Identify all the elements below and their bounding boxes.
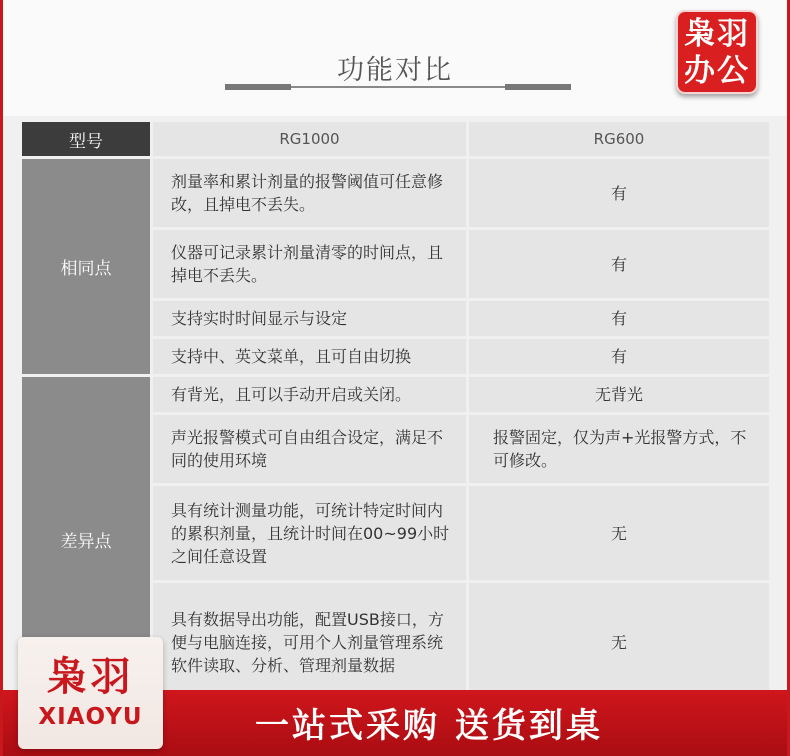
rg600-cell: 无 [469, 583, 769, 701]
model-header-rg600: RG600 [469, 122, 769, 156]
feature-cell: 有背光，且可以手动开启或关闭。 [153, 377, 469, 412]
brand-logo-top [676, 10, 758, 94]
footer-slogan: 一站式采购 送货到桌 [255, 706, 603, 746]
feature-cell: 支持实时时间显示与设定 [153, 301, 469, 336]
table-row [22, 159, 769, 227]
feature-cell: 仪器可记录累计剂量清零的时间点，且掉电不丢失。 [153, 230, 469, 298]
corner-header: 型号 [22, 122, 153, 156]
group-label-diff: 差异点 [22, 377, 153, 701]
rg600-cell: 有 [469, 159, 769, 227]
model-header-rg1000: RG1000 [153, 122, 469, 156]
rg600-cell: 无 [469, 486, 769, 580]
brand-logo-bottom-en: XIAOYU [38, 704, 143, 730]
brand-logo-top-line1: 枭羽 [684, 16, 750, 52]
rg600-cell: 有 [469, 230, 769, 298]
brand-logo-bottom-cn: 枭羽 [46, 653, 135, 700]
rg600-cell: 无背光 [469, 377, 769, 412]
feature-cell: 具有统计测量功能，可统计特定时间内的累积剂量，且统计时间在00~99小时之间任意设置 [153, 486, 469, 580]
rg600-cell: 有 [469, 301, 769, 336]
rg600-cell: 报警固定，仅为声+光报警方式，不可修改。 [469, 415, 769, 483]
header [3, 0, 787, 116]
title-underline-left-accent [225, 84, 291, 90]
feature-cell: 剂量率和累计剂量的报警阈值可任意修改，且掉电不丢失。 [153, 159, 469, 227]
feature-cell: 声光报警模式可自由组合设定，满足不同的使用环境 [153, 415, 469, 483]
brand-logo-bottom [18, 637, 163, 749]
rg600-cell: 有 [469, 339, 769, 374]
feature-cell: 支持中、英文菜单，且可自由切换 [153, 339, 469, 374]
page-title: 功能对比 [337, 55, 453, 86]
title-underline-right-accent [505, 84, 571, 90]
group-label-same: 相同点 [22, 159, 153, 374]
table-row [22, 377, 769, 412]
feature-cell: 具有数据导出功能，配置USB接口，方便与电脑连接，可用个人剂量管理系统软件读取、分析、管理剂量数据 [153, 583, 469, 701]
table-header-row [22, 122, 769, 156]
comparison-table [22, 119, 769, 704]
brand-logo-top-line2: 办公 [684, 53, 750, 89]
